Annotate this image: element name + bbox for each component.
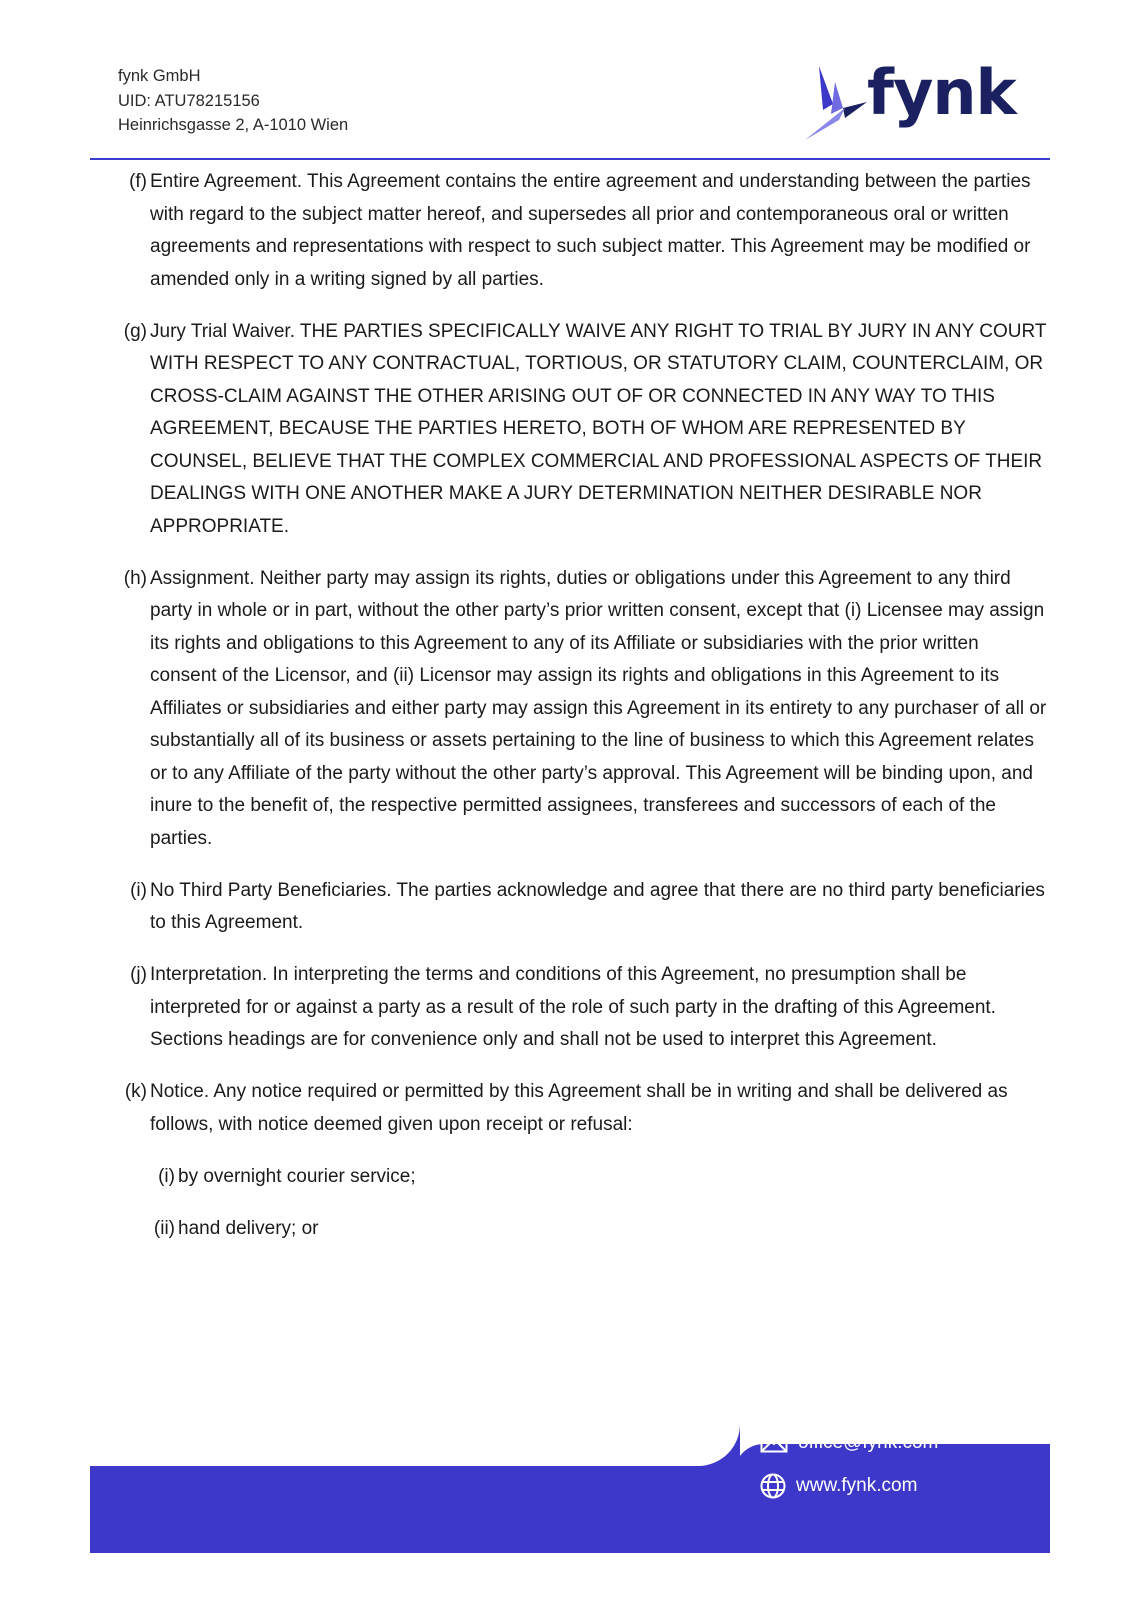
clause-marker: (k)	[124, 1081, 147, 1102]
subclause-marker: (ii)	[153, 1217, 175, 1239]
clause-text: No Third Party Beneficiaries. The parties acknowledge and agree that there are no third party beneficiaries to this Agreement.	[150, 879, 1045, 933]
bird-logo-icon	[805, 62, 871, 142]
subclause-marker: (i)	[158, 1165, 175, 1187]
envelope-icon	[760, 1433, 788, 1453]
subclause-i	[118, 1161, 1048, 1194]
clause-text: Assignment. Neither party may assign its rights, duties or obligations under this Agreement to any third party in whole or in part, without the other party’s prior written consent, except that (i) Licensee may assign its rights and obligations to this Agreement to any of its Affiliate or subsidiaries with the prior written consent of the Licensor, and (ii) Licensor may assign its rights and obligations in this Agreement to its Affiliates or subsidiaries and either party may assign this Agreement in its entirety to any purchaser of all or substantially all of its business or assets pertaining to the line of business to which this Agreement relates or to any Affiliate of the party without the other party’s approval. This Agreement will be binding upon, and inure to the benefit of, the respective permitted assignees, transferees and successors of each of the parties.	[150, 567, 1047, 849]
clause-marker: (g)	[123, 320, 147, 342]
clause-text: Entire Agreement. This Agreement contains the entire agreement and understanding between the parties with regard to the subject matter hereof, and supersedes all prior and contemporaneous oral or written agreements and representations with respect to such subject matter. This Agreement may be modified or amended only in a writing signed by all parties.	[150, 171, 1031, 290]
clause-marker: (h)	[123, 567, 147, 589]
footer-email-text[interactable]: office@fynk.com	[798, 1432, 939, 1453]
clause-j	[118, 959, 1048, 1057]
footer-website[interactable]	[760, 1473, 917, 1499]
footer-email[interactable]	[760, 1431, 938, 1455]
fynk-logo	[805, 56, 1016, 144]
clause-text: Interpretation. In interpreting the terms and conditions of this Agreement, no presumption shall be interpreted for or against a party as a result of the role of such party in the drafting of this Agreement. Sections headings are for convenience only and shall not be used to interpret this Agreement.	[150, 964, 996, 1050]
subclause-text: by overnight courier service;	[178, 1165, 416, 1187]
company-uid: UID: ATU78215156	[118, 91, 260, 110]
clause-f	[118, 166, 1048, 296]
company-info	[118, 64, 348, 138]
company-address: Heinrichsgasse 2, A-1010 Wien	[118, 116, 349, 134]
subclause-ii	[118, 1213, 1048, 1246]
clause-text: Jury Trial Waiver. THE PARTIES SPECIFICALLY WAIVE ANY RIGHT TO TRIAL BY JURY IN ANY COURT WITH RESPECT TO ANY CONTRACTUAL, TORTIOUS, OR STATUTORY CLAIM, COUNTERCLAIM, OR CROSS-CLAIM AGAINST THE OTHER ARISING OUT OF OR CONNECTED IN ANY WAY TO THIS AGREEMENT, BECAUSE THE PARTIES HERETO, BOTH OF WHOM ARE REPRESENTED BY COUNSEL, BELIEVE THAT THE COMPLEX COMMERCIAL AND PROFESSIONAL ASPECTS OF THEIR DEALINGS WITH ONE ANOTHER MAKE A JURY DETERMINATION NEITHER DESIRABLE NOR APPROPRIATE.	[150, 320, 1047, 537]
clause-i	[118, 875, 1048, 940]
clause-k	[118, 1076, 1048, 1141]
header-divider	[90, 158, 1050, 160]
document-body	[118, 166, 1048, 1265]
footer-website-text[interactable]: www.fynk.com	[796, 1475, 918, 1496]
globe-icon	[760, 1473, 786, 1499]
clause-marker: (i)	[130, 879, 147, 901]
subclause-text: hand delivery; or	[178, 1217, 319, 1239]
clause-marker: (j)	[130, 964, 147, 985]
clause-h	[118, 563, 1048, 856]
clause-text: Notice. Any notice required or permitted by this Agreement shall be in writing and shall be delivered as follows, with notice deemed given upon receipt or refusal:	[150, 1081, 1008, 1135]
logo-wordmark: fynk	[867, 56, 1016, 129]
clause-marker: (f)	[129, 171, 147, 192]
company-name: fynk GmbH	[118, 67, 201, 85]
clause-g	[118, 316, 1048, 544]
